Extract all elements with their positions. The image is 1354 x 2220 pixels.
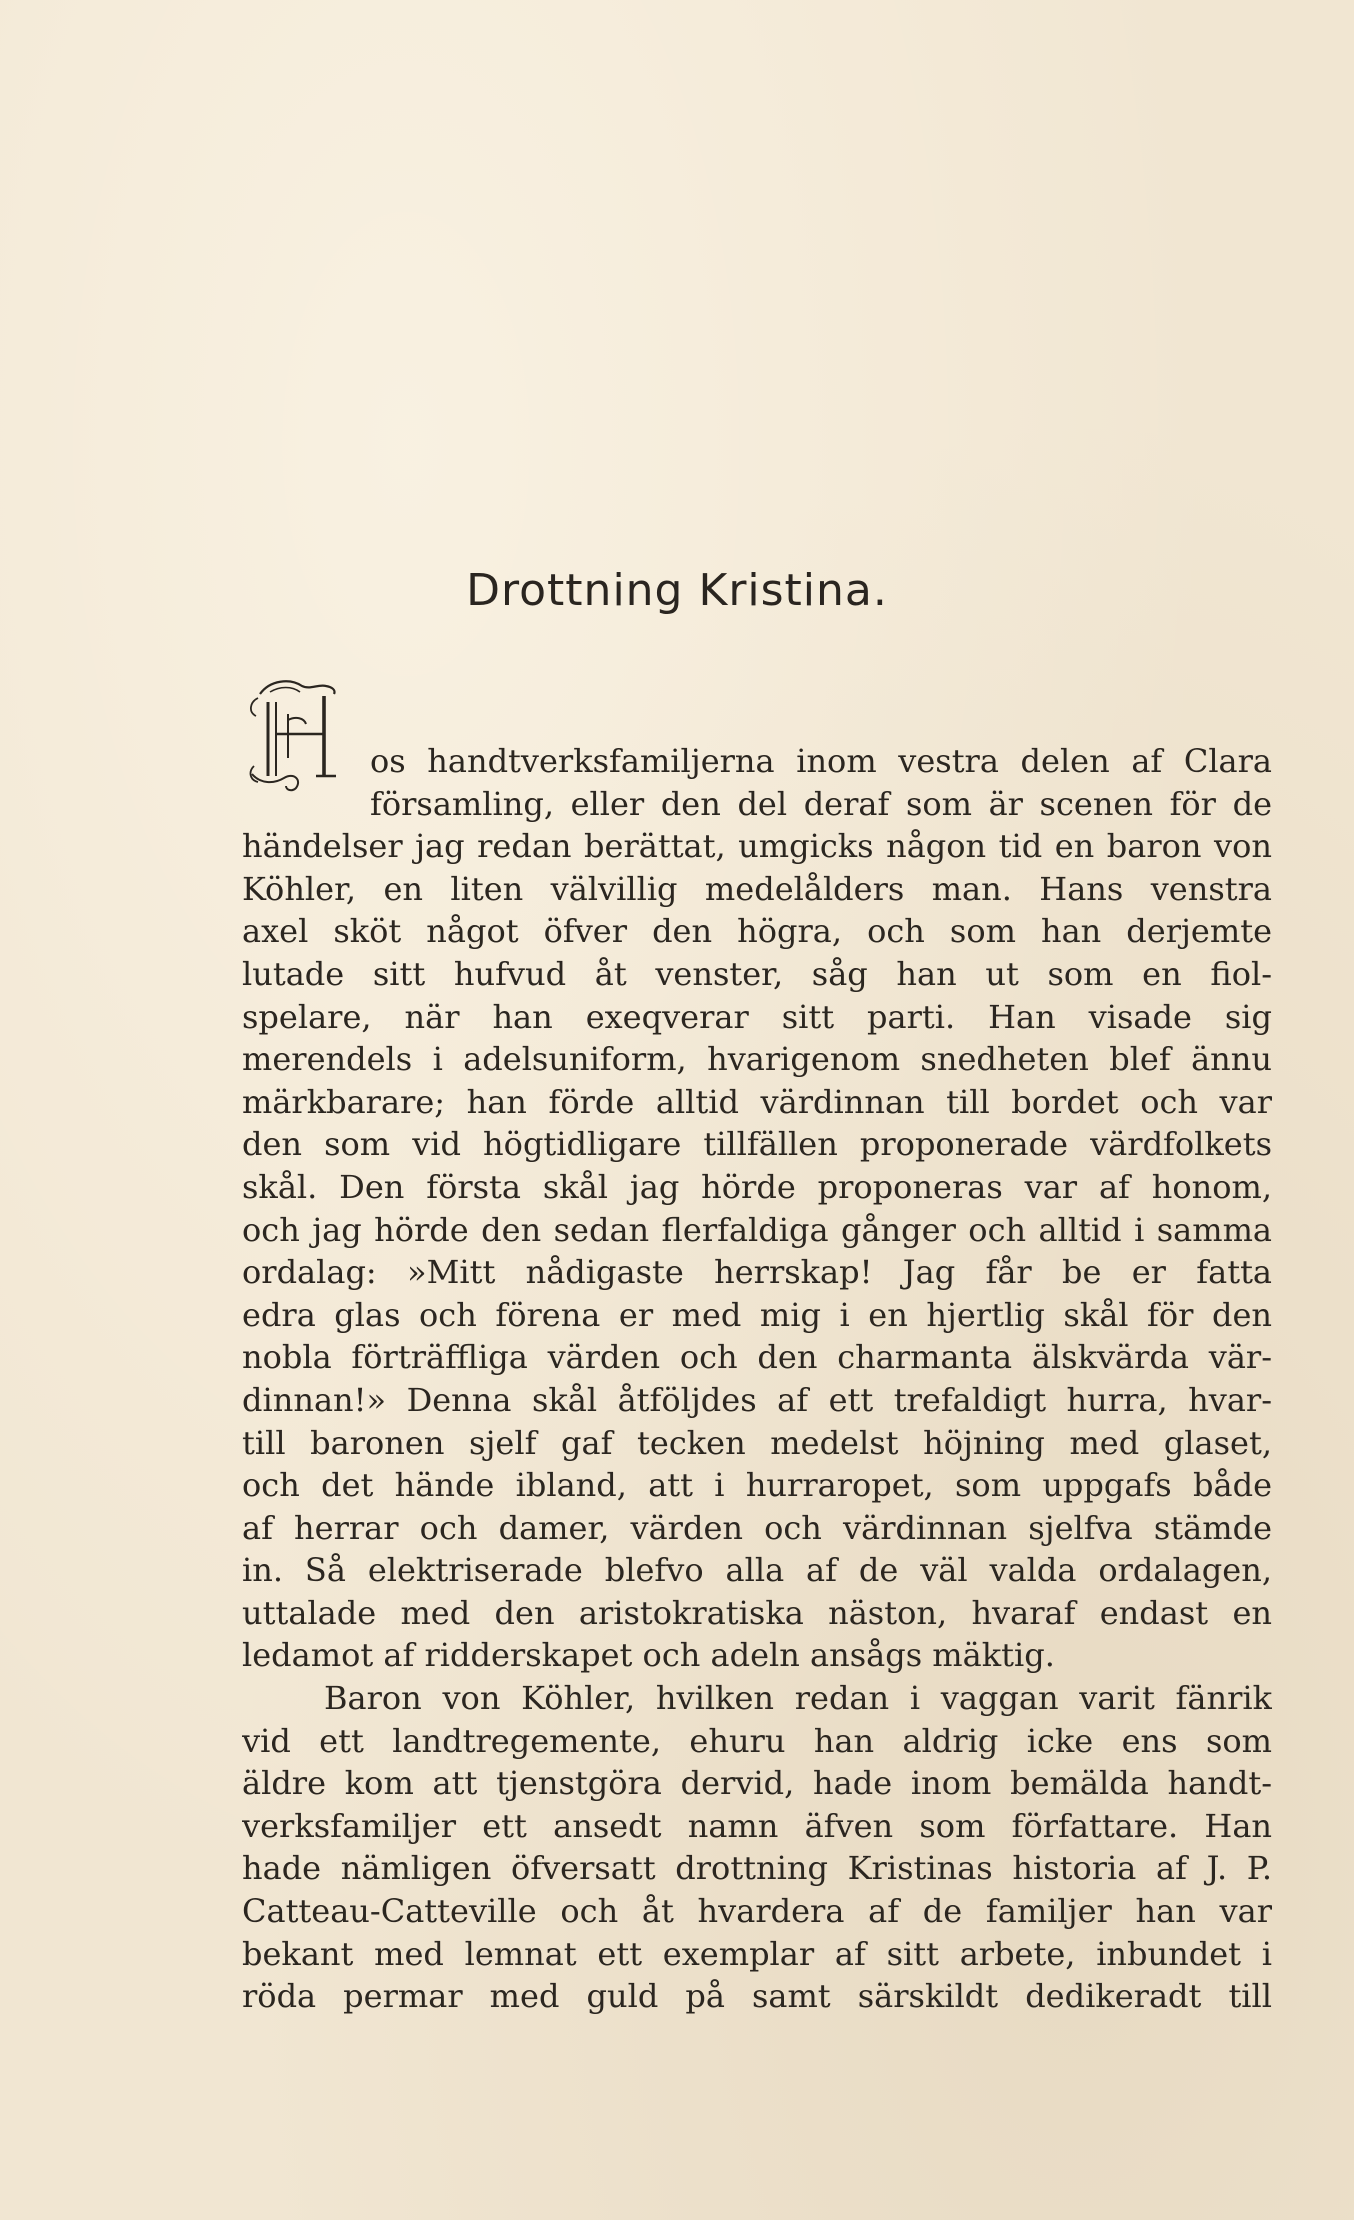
body-text [242,740,1272,2018]
text-line: nobla förträffliga värden och den charmanta älskvärda vär- [242,1338,1272,1377]
text-line: in. Så elektriserade blefvo alla af de väl valda ordalagen, [242,1551,1272,1590]
text-line: merendels i adelsuniform, hvarigenom snedheten blef ännu [242,1040,1272,1079]
text-line: den som vid högtidligare tillfällen proponerade värdfolkets [242,1125,1272,1164]
text-line: os handtverksfamiljerna inom vestra delen af Clara [370,742,1272,780]
text-line: och det hände ibland, att i hurraropet, som uppgafs både [242,1466,1272,1505]
text-line: hade nämligen öfversatt drottning Kristinas historia af J. P. [242,1849,1272,1888]
text-line: äldre kom att tjenstgöra dervid, hade inom bemälda handt- [242,1764,1272,1803]
text-line: till baronen sjelf gaf tecken medelst höjning med glaset, [242,1423,1272,1462]
text-line: lutade sitt hufvud åt venster, såg han ut som en fiol- [242,954,1272,993]
text-line: bekant med lemnat ett exemplar af sitt arbete, inbundet i [242,1934,1272,1973]
text-line: spelare, när han exeqverar sitt parti. Han visade sig [242,997,1272,1036]
text-line: Catteau-Catteville och åt hvardera af de familjer han var [242,1892,1272,1931]
text-line: verksfamiljer ett ansedt namn äfven som författare. Han [242,1806,1272,1845]
text-line: röda permar med guld på samt särskildt dedikeradt till [242,1977,1272,2016]
text-line: vid ett landtregemente, ehuru han aldrig icke ens som [242,1721,1272,1760]
text-line: församling, eller den del deraf som är scenen för de [370,784,1272,823]
text-line: dinnan!» Denna skål åtföljdes af ett trefaldigt hurra, hvar- [242,1380,1272,1419]
text-line: ledamot af ridderskapet och adeln ansågs mäktig. [242,1636,1055,1675]
text-line: skål. Den första skål jag hörde proponeras var af honom, [242,1167,1272,1206]
text-line: händelser jag redan berättat, umgicks någon tid en baron von [242,827,1272,866]
text-line: axel sköt något öfver den högra, och som han derjemte [242,912,1272,951]
text-line: och jag hörde den sedan flerfaldiga gånger och alltid i samma [242,1210,1272,1249]
text-line: ordalag: »Mitt nådigaste herrskap! Jag får be er fatta [242,1253,1272,1292]
text-line: uttalade med den aristokratiska näston, hvaraf endast en [242,1593,1272,1632]
drop-cap-letter: H [240,672,241,673]
text-line: märkbarare; han förde alltid värdinnan till bordet och var [242,1082,1272,1121]
text-line: Köhler, en liten välvillig medelålders man. Hans venstra [242,869,1272,908]
chapter-title: Drottning Kristina. [466,565,888,616]
text-line: af herrar och damer, värden och värdinnan sjelfva stämde [242,1508,1272,1547]
text-line: edra glas och förena er med mig i en hjertlig skål för den [242,1295,1272,1334]
text-line: Baron von Köhler, hvilken redan i vaggan varit fänrik [324,1679,1272,1718]
